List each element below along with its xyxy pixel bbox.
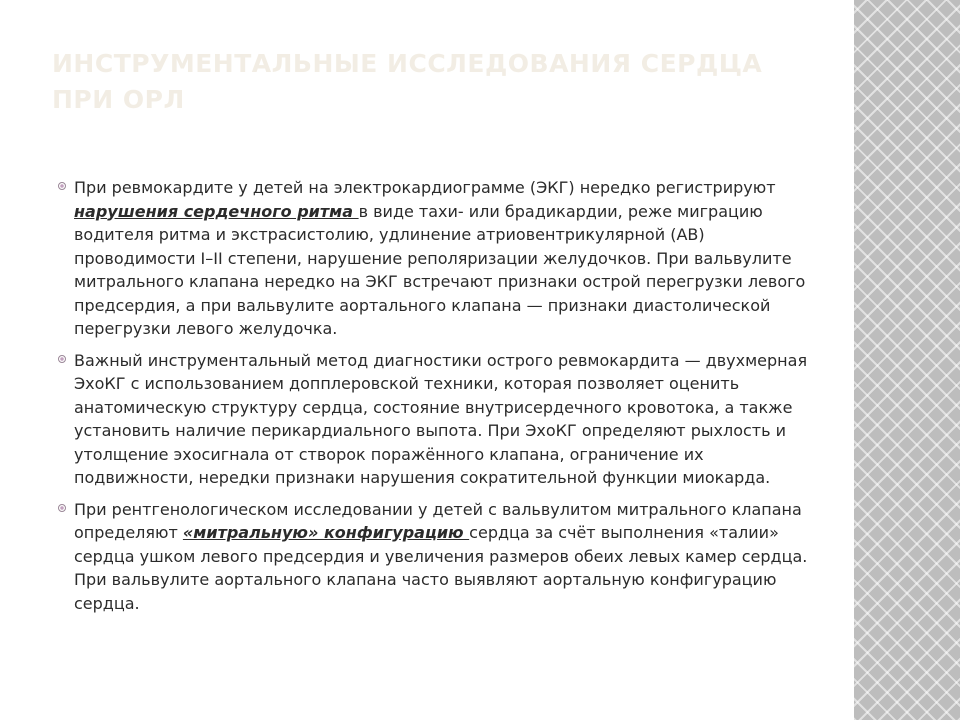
bullet-text: При рентгенологическом исследовании у детей с вальвулитом митрального клапана определяют bbox=[74, 499, 802, 542]
link-mitral-configuration[interactable]: «митральную» конфигурацию bbox=[182, 523, 470, 542]
link-heart-rhythm-disorders[interactable]: нарушения сердечного ритма bbox=[74, 201, 359, 221]
bullet-icon bbox=[58, 504, 66, 512]
bullet-item-ecg bbox=[58, 176, 808, 341]
bullet-icon bbox=[58, 355, 66, 363]
bullet-text: сердца за счёт выполнения «талии» сердца ушком левого предсердия и увеличения размеров обеих левых камер сердца. При вальвулите аортального клапана часто выявляют аортальную конфигурацию сердца. bbox=[74, 523, 808, 613]
bullet-text: Важный инструментальный метод диагностики острого ревмокардита — двухмерная ЭхоКГ с использованием допплеровской техники, которая позволяет оценить анатомическую структуру сердца, состояние внутрисердечного кровотока, а также установить наличие перикардиального выпота. При ЭхоКГ определяют рыхлость и утолщение эхосигнала от створок поражённого клапана, ограничение их подвижности, нередки признаки нарушения сократительной функции миокарда. bbox=[74, 350, 808, 487]
bullet-text: При ревмокардите у детей на электрокардиограмме (ЭКГ) нередко регистрируют bbox=[74, 178, 776, 197]
bullet-item-xray bbox=[58, 498, 808, 616]
bullet-list bbox=[58, 176, 808, 623]
bullet-icon bbox=[58, 182, 66, 190]
decorative-side-panel bbox=[854, 0, 960, 720]
slide-title: ИНСТРУМЕНТАЛЬНЫЕ ИССЛЕДОВАНИЯ СЕРДЦА ПРИ ОРЛ bbox=[52, 49, 763, 114]
bullet-item-echocg bbox=[58, 349, 808, 490]
bullet-text: в виде тахи- или брадикардии, реже миграцию водителя ритма и экстрасистолию, удлинение атриовентрикулярной (АВ) проводимости I–II степени, нарушение реполяризации желудочков. При вальвулите митрального клапана нередко на ЭКГ встречают признаки острой перегрузки левого предсердия, а при вальвулите аортального клапана — признаки диастолической перегрузки левого желудочка. bbox=[74, 201, 806, 338]
